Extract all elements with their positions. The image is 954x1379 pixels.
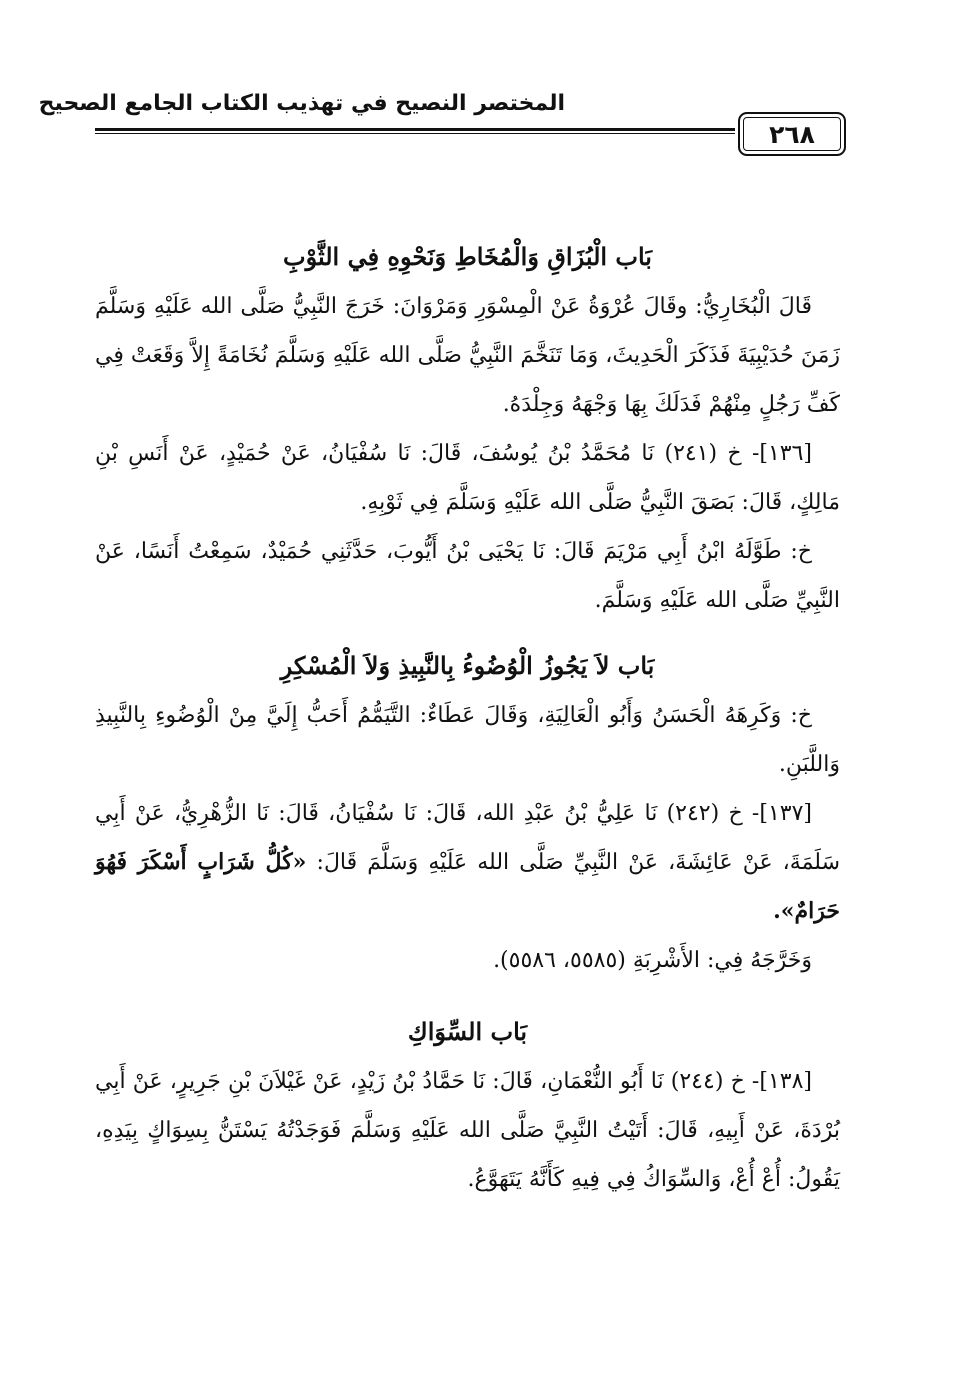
book-title: المختصر النصيح في تهذيب الكتاب الجامع الصحيح [38, 91, 565, 116]
section-heading: بَاب السِّوَاكِ [407, 1017, 528, 1046]
paragraph: قَالَ الْبُخَارِيُّ: وقَالَ عُرْوَةُ عَنْ الْمِسْوَرِ وَمَرْوَانَ: خَرَجَ النَّبِيُّ صَلَّى الله عَلَيْهِ وَسَلَّمَ زَمَنَ حُدَيْبِيَةَ فَذَكَرَ الْحَدِيثَ، وَمَا تَنَخَّمَ النَّبِيُّ صَلَّى الله عَلَيْهِ وَسَلَّمَ نُخَامَةً إِلاَّ وَقَعَتْ فِي كَفِّ رَجُلٍ مِنْهُمْ فَدَلَكَ بِهَا وَجْهَهُ وَجِلْدَهُ. [95, 294, 840, 417]
header-rule-thin [95, 133, 735, 134]
paragraph: خ: طَوَّلَهُ ابْنُ أَبِي مَرْيَمَ قَالَ: نَا يَحْيَى بْنُ أَيُّوبَ، حَدَّثَنِي حُمَيْدٌ، سَمِعْتُ أَنَسًا، عَنْ النَّبِيِّ صَلَّى الله عَلَيْهِ وَسَلَّمَ. [95, 539, 840, 613]
hadith-text: [١٣٧]- خ (٢٤٢) نَا عَلِيُّ بْنُ عَبْدِ الله، قَالَ: نَا سُفْيَانُ، قَالَ: نَا الزُّهْرِيُّ، عَنْ أَبِي سَلَمَةَ، عَنْ عَائِشَةَ، عَنْ النَّبِيِّ صَلَّى الله عَلَيْهِ وَسَلَّمَ قَالَ: [95, 801, 840, 875]
hadith-paragraph [95, 789, 840, 936]
hadith-quote: «كُلُّ شَرَابٍ أَسْكَرَ فَهُوَ حَرَامٌ». [95, 849, 840, 924]
reference-note: وَخَرَّجَهُ فِي: الأَشْرِبَةِ (٥٥٨٥، ٥٥٨٦). [493, 948, 812, 973]
hadith-paragraph: [١٣٨]- خ (٢٤٤) نَا أَبُو النُّعْمَانِ، قَالَ: نَا حَمَّادُ بْنُ زَيْدٍ، عَنْ غَيْلاَنَ بْنِ جَرِيرٍ، عَنْ أَبِي بُرْدَةَ، عَنْ أَبِيهِ، قَالَ: أَتَيْتُ النَّبِيَّ صَلَّى الله عَلَيْهِ وَسَلَّمَ فَوَجَدْتُهُ يَسْتَنُّ بِسِوَاكٍ بِيَدِهِ، يَقُولُ: أُعْ أُعْ، وَالسِّوَاكُ فِي فِيهِ كَأَنَّهُ يَتَهَوَّعُ. [95, 1069, 840, 1192]
section-heading: بَاب لاَ يَجُوزُ الْوُضُوءُ بِالنَّبِيذِ وَلاَ الْمُسْكِرِ [280, 651, 655, 680]
page-number: ٢٦٨ [738, 112, 846, 156]
header-rule-thick [95, 128, 735, 131]
section-heading: بَاب الْبُزَاقِ وَالْمُخَاطِ وَنَحْوِهِ فِي الثَّوْبِ [283, 242, 652, 271]
paragraph: خ: وَكَرِهَهُ الْحَسَنُ وَأَبُو الْعَالِيَةِ، وَقَالَ عَطَاءٌ: التَّيَمُّمُ أَحَبُّ إِلَيَّ مِنْ الْوُضُوءِ بِالنَّبِيذِ وَاللَّبَنِ. [95, 703, 840, 777]
hadith-paragraph: [١٣٦]- خ (٢٤١) نَا مُحَمَّدُ بْنُ يُوسُفَ، قَالَ: نَا سُفْيَانُ، عَنْ حُمَيْدٍ، عَنْ أَنَسِ بْنِ مَالِكٍ، قَالَ: بَصَقَ النَّبِيُّ صَلَّى الله عَلَيْهِ وَسَلَّمَ فِي ثَوْبِهِ. [95, 441, 840, 515]
page-body [95, 232, 840, 1204]
